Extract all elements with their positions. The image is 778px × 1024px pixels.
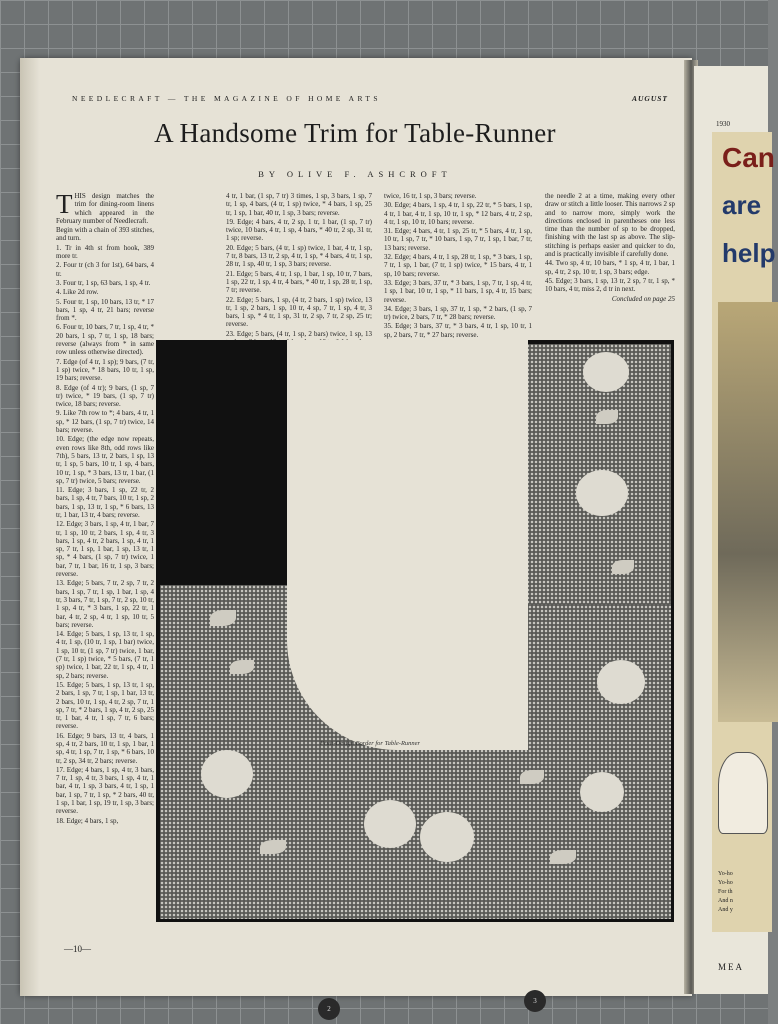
- pattern-row: 1. Tr in 4th st from hook, 389 more tr.: [56, 243, 154, 261]
- pattern-row: 33. Edge; 3 bars, 37 tr, * 3 bars, 1 sp, 7 tr, 1 sp, 4 tr, 1 sp, 1 bar, 10 tr, 1 sp, * 11 bars, 1 sp, 4 tr, 15 bars; reverse.: [384, 278, 532, 304]
- advertisement: [712, 132, 776, 972]
- issue-month: AUGUST: [632, 94, 669, 103]
- pattern-row: 14. Edge; 5 bars, 1 sp, 13 tr, 1 sp, 4 tr, 1 sp, (10 tr, 1 sp, 1 bar) twice, 1 sp, 10 tr, (1 sp, 7 tr) twice, 1 bar, (7 tr, 1 sp) twice, * 5 bars, (7 tr, 1 sp) twice, 1 bar, 22 tr, 1 sp, 4 tr, 1 sp, 2 bars; reverse.: [56, 630, 154, 680]
- pattern-row: 17. Edge; 4 bars, 1 sp, 4 tr, 3 bars, 7 tr, 1 sp, 4 tr, 3 bars, 1 sp, 4 tr, 1 bar, 4 tr, 1 sp, 3 bars, 4 tr, 1 sp, 1 bar, 1 sp, 7 tr, 1 sp, * 2 bars, 40 tr, 1 sp, 1 bar, 1 sp, 19 tr, 1 sp, 3 bars; reverse.: [56, 765, 154, 816]
- pattern-row: 2. Four tr (ch 3 for 1st), 64 bars, 4 tr.: [56, 261, 154, 278]
- ad-headline-3: help: [722, 238, 776, 268]
- intro-paragraph: THIS design matches the trim for dining-room linens which appeared in the February number of Needlecraft.: [56, 189, 154, 225]
- ad-child-illustration: [718, 752, 768, 834]
- apple-motif: [364, 800, 416, 848]
- pattern-row: 3. Four tr, 1 sp, 63 bars, 1 sp, 4 tr.: [56, 278, 151, 287]
- article-title: A Handsome Trim for Table-Runner: [154, 118, 556, 148]
- apple-motif: [597, 660, 645, 704]
- article-byline: BY OLIVE F. ASHCROFT: [258, 169, 452, 179]
- pattern-row: 12. Edge; 3 bars, 1 sp, 4 tr, 1 bar, 7 tr, 1 sp, 10 tr, 2 bars, 1 sp, 4 tr, 3 bars, 1 sp, 4 tr, 2 bars, 1 sp, 4 tr, 1 sp, 7 tr, 1 sp, 1 bar, 1 sp, 13 tr, 1 sp, * 4 bars, (1 sp, 7 tr) twice, 1 bar, 7 tr, 1 bar, 16 tr, 1 sp, 3 bars; reverse.: [56, 520, 154, 579]
- pattern-row: 11. Edge; 3 bars, 1 sp, 22 tr, 2 bars, 1 sp, 4 tr, 7 bars, 10 tr, 1 sp, 2 bars, 1 sp, 13 tr, 1 sp, * 6 bars, 13 tr, 1 bar, 13 tr, 4 bars; reverse.: [56, 486, 155, 519]
- leaf-motif: [520, 770, 544, 784]
- apple-motif: [583, 352, 629, 392]
- pattern-row: 19. Edge; 4 bars, 4 tr, 2 sp, 1 tr, 1 bar, (1 sp, 7 tr) twice, 10 bars, 4 tr, 1 sp, 4 bars, * 40 tr, 2 sp, 31 tr, 1 sp; reverse.: [226, 217, 372, 243]
- ad-brand: MEA: [718, 962, 744, 972]
- pattern-row: 35. Edge; 3 bars, 37 tr, * 3 bars, 4 tr, 1 sp, 10 tr, 1 sp, 2 bars, 7 tr, * 27 bars; reverse.: [384, 322, 532, 339]
- pattern-row: 6. Four tr, 10 bars, 7 tr, 1 sp, 4 tr, * 20 bars, 1 sp, 7 tr, 1 sp, 18 bars; reverse (always from * in same row unless otherwise directed).: [56, 323, 154, 357]
- pattern-row: 18. Edge; 4 bars, 1 sp,: [56, 816, 119, 825]
- pattern-row: 21. Edge; 5 bars, 4 tr, 1 sp, 1 bar, 1 sp, 10 tr, 7 bars, 1 sp, 22 tr, 1 sp, 4 tr, 4 bars, * 40 tr, 1 sp, 28 tr, 1 sp, 7 tr; reverse.: [226, 269, 372, 295]
- pattern-row: 15. Edge; 5 bars, 1 sp, 13 tr, 1 sp, 2 bars, 1 sp, 7 tr, 1 sp, 1 bar, 13 tr, 2 bars, 10 tr, 1 sp, 4 tr, 2 sp, 7 tr, 1 sp, 7 tr, * 2 bars, 1 sp, 4 tr, 2 sp, 25 tr, 1 bar, 4 tr, 1 sp, 7 tr, 6 bars; reverse.: [56, 680, 154, 731]
- drop-cap: T: [56, 189, 73, 219]
- binder-clip: 3: [524, 990, 546, 1012]
- photo-caption: Fruit-Design Border for Table-Runner: [320, 740, 421, 747]
- pattern-row: 4 tr, 1 bar, (1 sp, 7 tr) 3 times, 1 sp, 3 bars, 1 sp, 7 tr, 1 sp, 4 bars, (4 tr, 1 sp) twice, * 4 bars, 1 sp, 25 tr, 1 sp, 1 bar, 40 tr, 1 sp, 3 bars; reverse.: [226, 192, 372, 217]
- leaf-motif: [230, 660, 254, 674]
- text-column-1: [56, 189, 155, 826]
- ad-headline-1: Can: [722, 142, 775, 173]
- pattern-row: 7. Edge (of 4 tr, 1 sp); 9 bars, (7 tr, 1 sp) twice, * 18 bars, 10 tr, 1 sp, 19 bars; reverse.: [56, 357, 154, 383]
- pattern-row: 9. Like 7th row to *; 4 bars, 4 tr, 1 sp, * 12 bars, (1 sp, 7 tr) twice, 14 bars; reverse.: [56, 409, 154, 435]
- leaf-motif: [596, 410, 618, 424]
- binder-clip: 2: [318, 998, 340, 1020]
- pattern-row: 4. Like 2d row.: [56, 288, 99, 297]
- pattern-row: 30. Edge; 4 bars, 1 sp, 4 tr, 1 sp, 22 tr, * 5 bars, 1 sp, 4 tr, 1 bar, 4 tr, 1 sp, 10 tr, 1 sp, * 12 bars, 4 tr, 2 sp, 4 tr, 1 sp, 10 tr, 10 bars; reverse.: [384, 201, 532, 226]
- pattern-row: 20. Edge; 5 bars, (4 tr, 1 sp) twice, 1 bar, 4 tr, 1 sp, 7 tr, 8 bars, 13 tr, 2 sp, 4 tr, 1 sp, * 4 bars, 4 tr, 1 sp, 28 tr, 1 sp, 40 tr, 1 sp, 3 bars; reverse.: [226, 243, 372, 269]
- ad-illustration: [718, 302, 778, 722]
- pattern-row: 34. Edge; 3 bars, 1 sp, 37 tr, 1 sp, * 2 bars, (1 sp, 7 tr) twice, 2 bars, 7 tr, * 28 bars; reverse.: [384, 304, 532, 322]
- photo-cutout: [287, 340, 528, 750]
- pattern-row: 31. Edge; 4 bars, 4 tr, 1 sp, 25 tr, * 5 bars, 4 tr, 1 sp, 10 tr, 1 sp, 7 tr, * 10 bars, 1 sp, 7 tr, 1 sp, 1 bar, 7 tr, 13 bars; reverse.: [384, 227, 532, 252]
- pattern-row: 44. Two sp, 4 tr, 10 bars, * 1 sp, 4 tr, 1 bar, 1 sp, 4 tr, 2 sp, 10 tr, 1 sp, 3 bars; edge.: [545, 259, 675, 276]
- leaf-motif: [612, 560, 634, 574]
- pattern-row: 23. Edge; 5 bars, (4 tr, 1 sp, 2 bars) twice, 1 sp, 13: [226, 329, 372, 338]
- begin-instruction: Begin with a chain of 393 stitches, and turn.: [56, 226, 154, 243]
- pattern-row: 45. Edge; 3 bars, 1 sp, 13 tr, 2 sp, 7 tr, 1 sp, * 10 bars, 4 tr, miss 2, d tr in next.: [545, 276, 675, 294]
- page-number: —10—: [64, 944, 91, 954]
- magazine-header: NEEDLECRAFT — THE MAGAZINE OF HOME ARTS: [72, 94, 381, 103]
- pattern-row: 8. Edge (of 4 tr); 9 bars, (1 sp, 7 tr) twice, * 19 bars, (1 sp, 7 tr) twice, 18 bars; reverse.: [56, 383, 154, 409]
- pattern-row: the needle 2 at a time, making every other draw or stitch a little looser. This narrows 2 sp and to narrow more, simply work the directions enclosed in parentheses one less time than the number of sp to be dropped, finishing with the last sp as above. The slip-stitching is perhaps easier and quicker to do, and is practically invisible if carefully done.: [545, 192, 675, 259]
- facing-page: [694, 66, 776, 994]
- pattern-row: twice, 16 tr, 1 sp, 3 bars; reverse.: [384, 192, 477, 200]
- apple-motif: [580, 772, 624, 812]
- pattern-row: 5. Four tr, 1 sp, 10 bars, 13 tr, * 17 bars, 1 sp, 4 tr, 21 bars; reverse from *.: [56, 297, 154, 323]
- concluded-note: Concluded on page 25: [611, 294, 675, 303]
- leaf-motif: [550, 850, 576, 864]
- apple-motif: [420, 812, 474, 862]
- pattern-row: 13. Edge; 5 bars, 7 tr, 2 sp, 7 tr, 2 bars, 1 sp, 7 tr, 1 sp, 1 bar, 1 sp, 4 tr, 3 bars, 7 tr, 1 sp, 7 tr, 2 sp, 10 tr, 1 sp, 4 tr, * 3 bars, 1 sp, 22 tr, 1 bar, 4 tr, 2 sp, 4 tr, 1 sp, 10 tr, 5 bars; reverse.: [56, 579, 154, 629]
- facing-page-year: 1930: [716, 120, 730, 128]
- pattern-row: 22. Edge; 5 bars, 1 sp, (4 tr, 2 bars, 1 sp) twice, 13 tr, 1 sp, 2 bars, 1 sp, 10 tr, 4 sp, 7 tr, 1 sp, 4 tr, 3 bars, 1 sp, * 4 tr, 1 sp, 31 tr, 2 sp, 7 tr, 2 sp, 25 tr; reverse.: [226, 295, 372, 329]
- row-list: [56, 244, 154, 825]
- row-list: [545, 192, 675, 294]
- pattern-row: 16. Edge; 9 bars, 13 tr, 4 bars, 1 sp, 4 tr, 2 bars, 10 tr, 1 sp, 1 bar, 1 sp, 4 tr, 1 sp, 7 tr, 1 sp, * 6 bars, 10 tr, 2 sp, 34 tr, 2 bars; reverse.: [56, 731, 154, 765]
- pattern-row: 10. Edge; (the edge now repeats, even rows like 8th, odd rows like 7th), 5 bars, 13 tr, 2 bars, 1 sp, 13 tr, 1 sp, 5 bars, 10 tr, 1 sp, 4 bars, 10 tr, 1 sp, * 3 bars, 13 tr, 1 bar, (1 sp, 7 tr) twice, 5 bars; reverse.: [56, 435, 154, 485]
- ad-verse: Yo-ho Yo-ho For th And n And y: [718, 871, 733, 913]
- text-column-4: [545, 192, 675, 304]
- leaf-motif: [260, 840, 286, 854]
- pattern-row: 32. Edge; 4 bars, 4 tr, 1 sp, 28 tr, 1 sp, * 3 bars, 1 sp, 7 tr, 1 sp, 1 bar, (7 tr, 1 sp) twice, * 15 bars, 4 tr, 1 sp, 10 bars; reverse.: [384, 253, 532, 278]
- apple-motif: [576, 470, 628, 516]
- ad-headline-2: are: [722, 190, 762, 220]
- apple-motif: [201, 750, 253, 798]
- leaf-motif: [210, 610, 236, 626]
